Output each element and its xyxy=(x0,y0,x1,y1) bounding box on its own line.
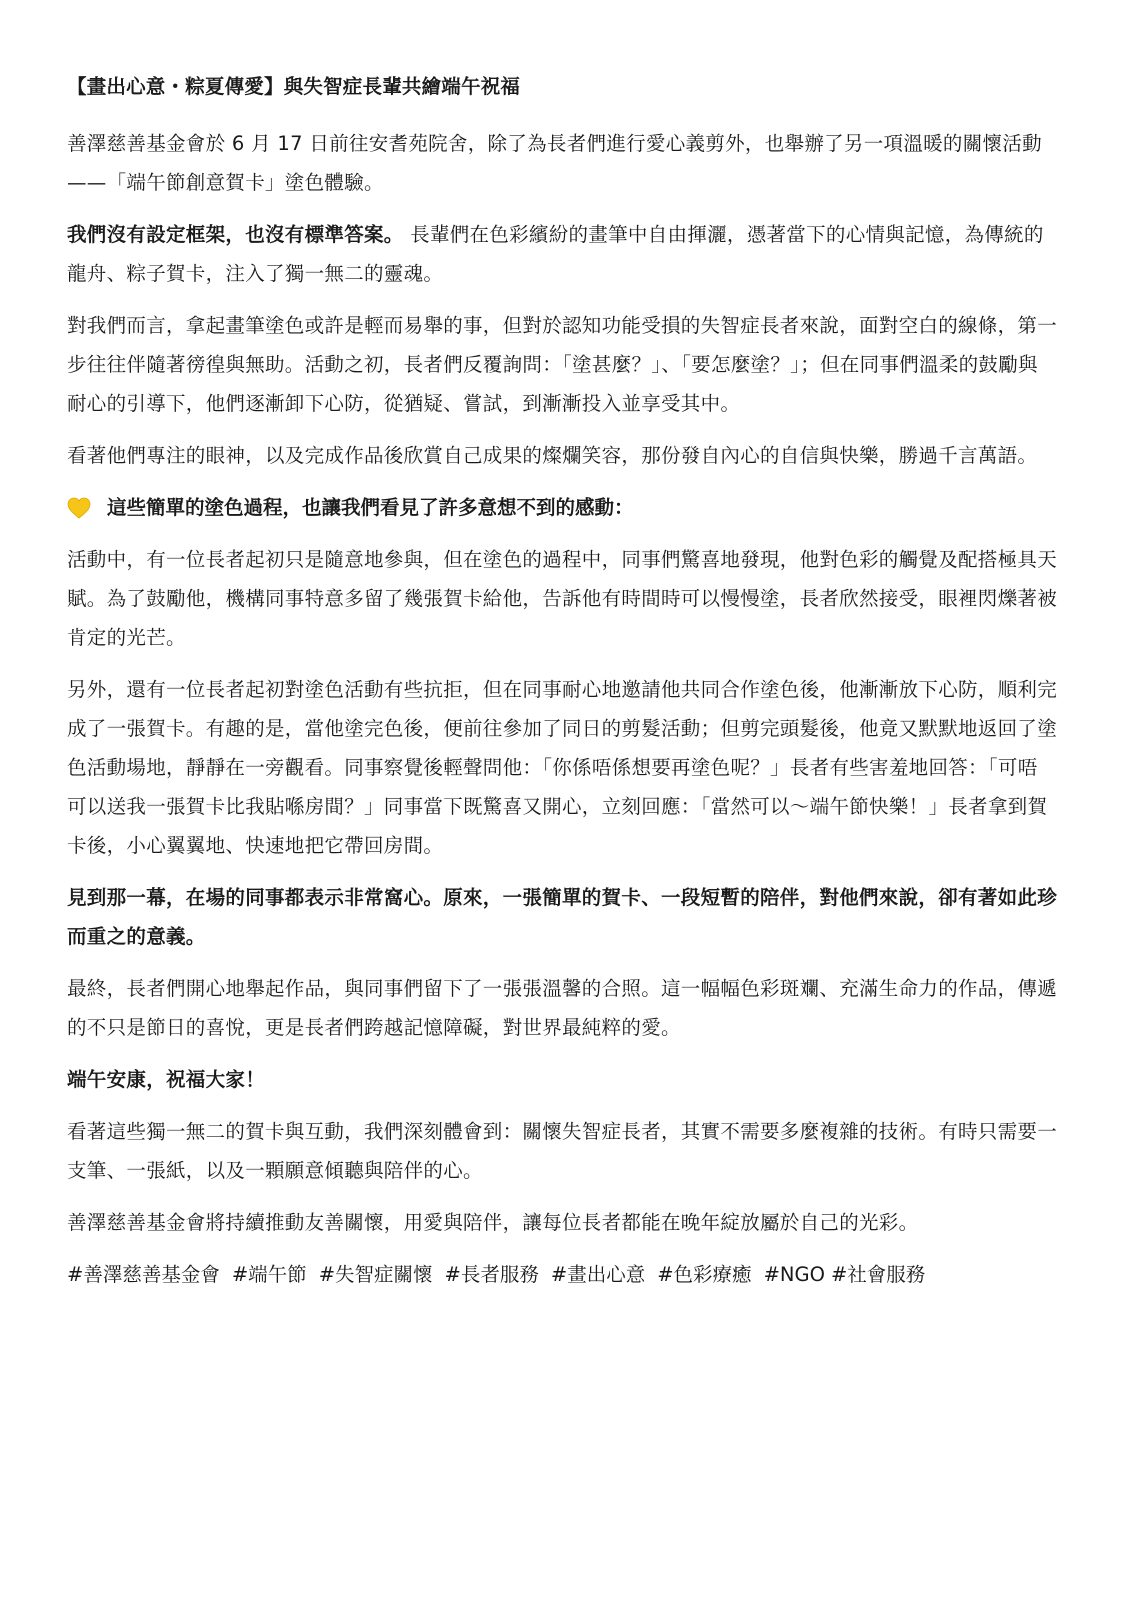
yellow-heart-icon xyxy=(67,497,91,519)
hashtag-list xyxy=(67,1255,1057,1294)
paragraph-no-framework xyxy=(67,215,1057,293)
post-body xyxy=(67,72,1057,1294)
hashtag-link[interactable]: #NGO xyxy=(763,1263,825,1286)
hashtag-link[interactable]: #畫出心意 xyxy=(550,1263,646,1286)
paragraph-reflection: 看著這些獨一無二的賀卡與互動，我們深刻體會到：關懷失智症長者，其實不需要多麼複雜的技術。有時只需要一支筆、一張紙，以及一顆願意傾聽與陪伴的心。 xyxy=(67,1120,1058,1182)
paragraph-commitment: 善澤慈善基金會將持續推動友善關懷，用愛與陪伴，讓每位長者都能在晚年綻放屬於自己的光彩。 xyxy=(67,1211,919,1234)
section-heading xyxy=(67,488,1057,527)
paragraph-heartwarming: 見到那一幕，在場的同事都表示非常窩心。原來，一張簡單的賀卡、一段短暫的陪伴，對他們來說，卻有著如此珍而重之的意義。 xyxy=(67,886,1058,948)
paragraph-smiles: 看著他們專注的眼神，以及完成作品後欣賞自己成果的燦爛笑容，那份發自內心的自信與快樂，勝過千言萬語。 xyxy=(67,444,1038,467)
hashtag-link[interactable]: #善澤慈善基金會 xyxy=(67,1263,220,1286)
hashtag-link[interactable]: #社會服務 xyxy=(830,1263,926,1286)
paragraph-no-framework-bold: 我們沒有設定框架，也沒有標準答案。 xyxy=(67,223,404,246)
paragraph-greeting: 端午安康，祝福大家！ xyxy=(67,1068,266,1091)
hashtag-link[interactable]: #失智症關懷 xyxy=(318,1263,433,1286)
paragraph-intro: 善澤慈善基金會於 6 月 17 日前往安耆苑院舍，除了為長者們進行愛心義剪外，也舉辦了另一項溫暖的關懷活動——「端午節創意賀卡」塗色體驗。 xyxy=(67,132,1042,194)
post-title: 【畫出心意・粽夏傳愛】與失智症長輩共繪端午祝福 xyxy=(67,75,521,98)
paragraph-difficulty: 對我們而言，拿起畫筆塗色或許是輕而易舉的事，但對於認知功能受損的失智症長者來說，面對空白的線條，第一步往往伴隨著徬徨與無助。活動之初，長者們反覆詢問：「塗甚麼？」、「要怎麼塗？」；但在同事們溫柔的鼓勵與耐心的引導下，他們逐漸卸下心防，從猶疑、嘗試，到漸漸投入並享受其中。 xyxy=(67,314,1058,415)
paragraph-group-photo: 最終，長者們開心地舉起作品，與同事們留下了一張張溫馨的合照。這一幅幅色彩斑斕、充滿生命力的作品，傳遞的不只是節日的喜悅，更是長者們跨越記憶障礙，對世界最純粹的愛。 xyxy=(67,977,1058,1039)
paragraph-no-framework-rest: 長輩們在色彩繽紛的畫筆中自由揮灑，憑著當下的心情與記憶，為傳統的龍舟、粽子賀卡，注入了獨一無二的靈魂。 xyxy=(67,223,1044,285)
hashtag-link[interactable]: #長者服務 xyxy=(444,1263,539,1286)
hashtag-link[interactable]: #色彩療癒 xyxy=(657,1263,752,1286)
section-heading-text: 這些簡單的塗色過程，也讓我們看見了許多意想不到的感動： xyxy=(107,496,634,519)
paragraph-shy-elder: 另外，還有一位長者起初對塗色活動有些抗拒，但在同事耐心地邀請他共同合作塗色後，他漸漸放下心防，順利完成了一張賀卡。有趣的是，當他塗完色後，便前往參加了同日的剪髮活動；但剪完頭髮後，他竟又默默地返回了塗色活動場地，靜靜在一旁觀看。同事察覺後輕聲問他：「你係唔係想要再塗色呢？」長者有些害羞地回答：「可唔可以送我一張賀卡比我貼喺房間？」同事當下既驚喜又開心，立刻回應：「當然可以～端午節快樂！」長者拿到賀卡後，小心翼翼地、快速地把它帶回房間。 xyxy=(67,678,1058,857)
paragraph-talented-elder: 活動中，有一位長者起初只是隨意地參與，但在塗色的過程中，同事們驚喜地發現，他對色彩的觸覺及配搭極具天賦。為了鼓勵他，機構同事特意多留了幾張賀卡給他，告訴他有時間時可以慢慢塗，長者欣然接受，眼裡閃爍著被肯定的光芒。 xyxy=(67,548,1058,649)
hashtag-link[interactable]: #端午節 xyxy=(231,1263,307,1286)
